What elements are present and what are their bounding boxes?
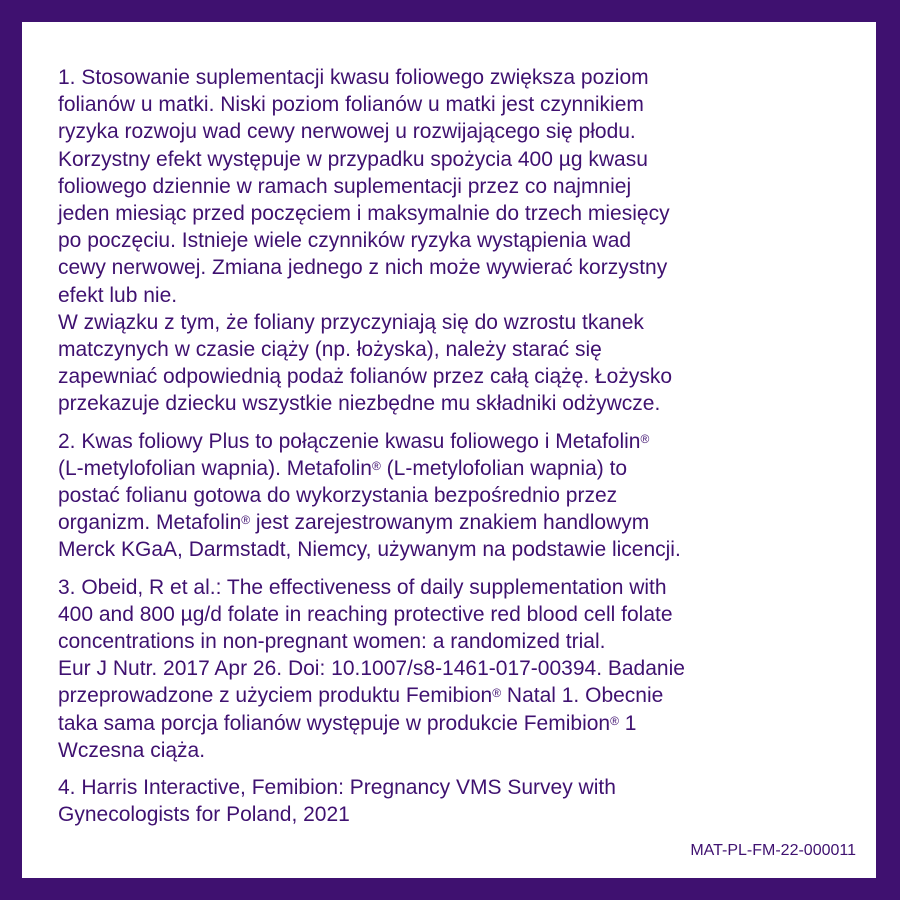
footnote-2-text-d: jest zarejestrowanym znakiem handlowym Merck KGaA, Darmstadt, Niemcy, używanym na podstawie licencji. — [58, 511, 681, 562]
material-code: MAT-PL-FM-22-000011 — [690, 842, 856, 859]
registered-mark: ® — [492, 686, 502, 701]
footnote-3-text-b: Natal 1. Obecnie taka sama porcja folianów występuje w produkcie Femibion — [58, 684, 664, 735]
footnote-2 — [58, 428, 858, 564]
white-card — [22, 22, 876, 878]
registered-mark: ® — [371, 458, 381, 473]
footnote-2-text-b: (L-metylofolian wapnia). Metafolin — [58, 456, 372, 480]
registered-mark: ® — [241, 513, 251, 528]
footnote-2-text-c: (L-metylofolian wapnia) to postać folianu gotowa do wykorzystania bezpośrednio przez organizm. Metafolin — [58, 456, 628, 535]
footnote-2-text-a: 2. Kwas foliowy Plus to połączenie kwasu foliowego i Metafolin — [58, 429, 641, 453]
footnote-4-text: 4. Harris Interactive, Femibion: Pregnancy VMS Survey with Gynecologists for Poland, 2021 — [58, 776, 616, 827]
footnote-1-text: 1. Stosowanie suplementacji kwasu foliowego zwiększa poziom folianów u matki. Niski poziom folianów u matki jest czynnikiem ryzyka rozwoju wad cewy nerwowej u rozwijającego się płodu. Korzystny efekt występuje w przypadku spożycia 400 µg kwasu foliowego dziennie w ramach suplementacji przez co najmniej jeden miesiąc przed poczęciem i maksymalnie do trzech miesięcy po poczęciu. Istnieje wiele czynników ryzyka wystąpienia wad cewy nerwowej. Zmiana jednego z nich może wywierać korzystny efekt lub nie. W związku z tym, że foliany przyczyniają się do wzrostu tkanek matczynych w czasie ciąży (np. łożyska), należy starać się zapewniać odpowiednią podaż folianów przez całą ciążę. Łożysko przekazuje dziecku wszystkie niezbędne mu składniki odżywcze. — [58, 66, 673, 416]
registered-mark: ® — [640, 431, 650, 446]
footnote-3-text-a: 3. Obeid, R et al.: The effectiveness of daily supplementation with 400 and 800 µg/d folate in reaching protective red blood cell folate concentrations in non-pregnant women: a randomized trial. Eur J Nutr. 2017 Apr 26. Doi: 10.1007/s8-1461-017-00394. Badanie przeprowadzone z użyciem produktu Femibion — [58, 575, 685, 708]
footnote-1 — [58, 64, 858, 418]
registered-mark: ® — [610, 713, 619, 728]
footnote-3-text-c: 1 Wczesna ciąża. — [58, 711, 637, 762]
footnotes — [58, 64, 858, 838]
footnote-4 — [58, 774, 858, 828]
footnote-3 — [58, 574, 858, 764]
